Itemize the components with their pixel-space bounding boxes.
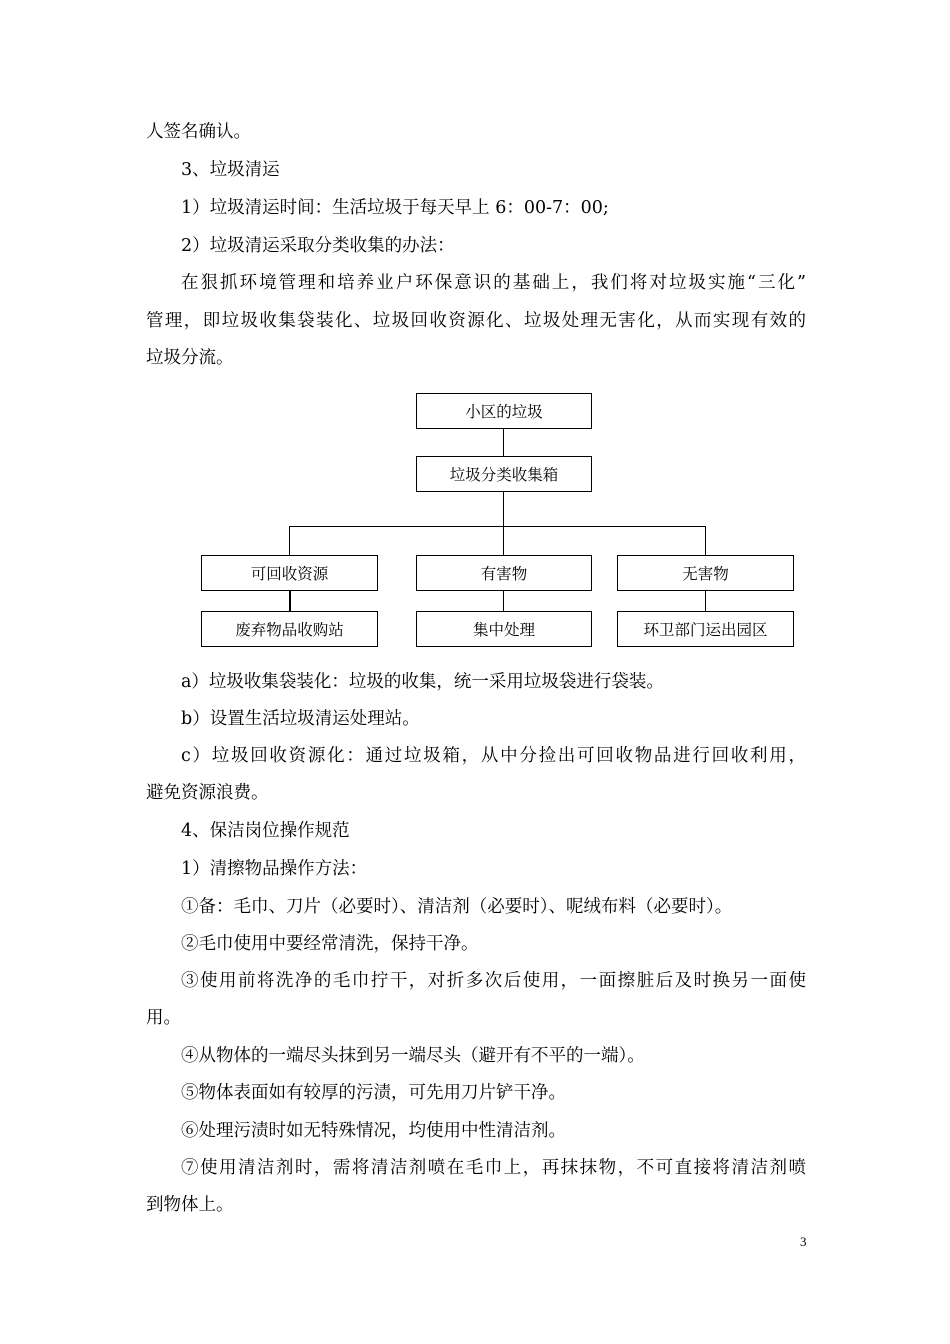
paragraph-line: 人签名确认。 — [146, 122, 251, 142]
list-item: ①备：毛巾、刀片（必要时）、清洁剂（必要时）、呢绒布料（必要时）。 — [181, 897, 733, 917]
diagram-collector-box: 垃圾分类收集箱 — [416, 456, 592, 492]
connector-branch-line — [289, 526, 706, 527]
connector-line — [705, 526, 706, 555]
section-heading: 4、保洁岗位操作规范 — [181, 821, 350, 841]
connector-line — [503, 429, 504, 456]
list-item: ④从物体的一端尽头抹到另一端尽头（避开有不平的一端）。 — [181, 1046, 645, 1066]
list-item: ②毛巾使用中要经常清洗，保持干净。 — [181, 934, 479, 954]
paragraph-line: 1）清擦物品操作方法： — [181, 859, 368, 879]
paragraph-line: c）垃圾回收资源化：通过垃圾箱，从中分捡出可回收物品进行回收利用， — [181, 746, 806, 766]
paragraph-line: 2）垃圾清运采取分类收集的办法： — [181, 236, 455, 256]
paragraph-line: 避免资源浪费。 — [146, 783, 269, 803]
diagram-category-box: 无害物 — [617, 555, 794, 591]
paragraph-line: 垃圾分流。 — [146, 348, 234, 368]
diagram-outcome-box: 环卫部门运出园区 — [617, 611, 794, 647]
list-item: ⑤物体表面如有较厚的污渍，可先用刀片铲干净。 — [181, 1083, 566, 1103]
connector-line — [289, 526, 290, 555]
diagram-category-box: 有害物 — [416, 555, 592, 591]
paragraph-line: b）设置生活垃圾清运处理站。 — [181, 709, 420, 729]
connector-line — [705, 591, 706, 611]
paragraph-line: a）垃圾收集袋装化：垃圾的收集，统一采用垃圾袋进行袋装。 — [181, 672, 664, 692]
list-item-continuation: 用。 — [146, 1008, 181, 1028]
connector-line — [503, 591, 504, 611]
list-item: ③使用前将洗净的毛巾拧干，对折多次后使用，一面擦脏后及时换另一面使 — [181, 971, 806, 991]
section-heading: 3、垃圾清运 — [181, 160, 280, 180]
diagram-outcome-box: 集中处理 — [416, 611, 592, 647]
page-number: 3 — [800, 1234, 807, 1249]
list-item: ⑥处理污渍时如无特殊情况，均使用中性清洁剂。 — [181, 1121, 566, 1141]
paragraph-line: 在狠抓环境管理和培养业户环保意识的基础上，我们将对垃圾实施“三化” — [181, 273, 806, 293]
diagram-root-box: 小区的垃圾 — [416, 393, 592, 429]
diagram-outcome-box: 废弃物品收购站 — [201, 611, 378, 647]
list-item-continuation: 到物体上。 — [146, 1195, 234, 1215]
list-item: ⑦使用清洁剂时，需将清洁剂喷在毛巾上，再抹抹物，不可直接将清洁剂喷 — [181, 1158, 806, 1178]
diagram-category-box: 可回收资源 — [201, 555, 378, 591]
paragraph-line: 管理，即垃圾收集袋装化、垃圾回收资源化、垃圾处理无害化，从而实现有效的 — [146, 311, 806, 331]
connector-line — [503, 492, 504, 555]
connector-line — [289, 591, 291, 611]
paragraph-line: 1）垃圾清运时间：生活垃圾于每天早上 6：00-7：00; — [181, 198, 609, 218]
